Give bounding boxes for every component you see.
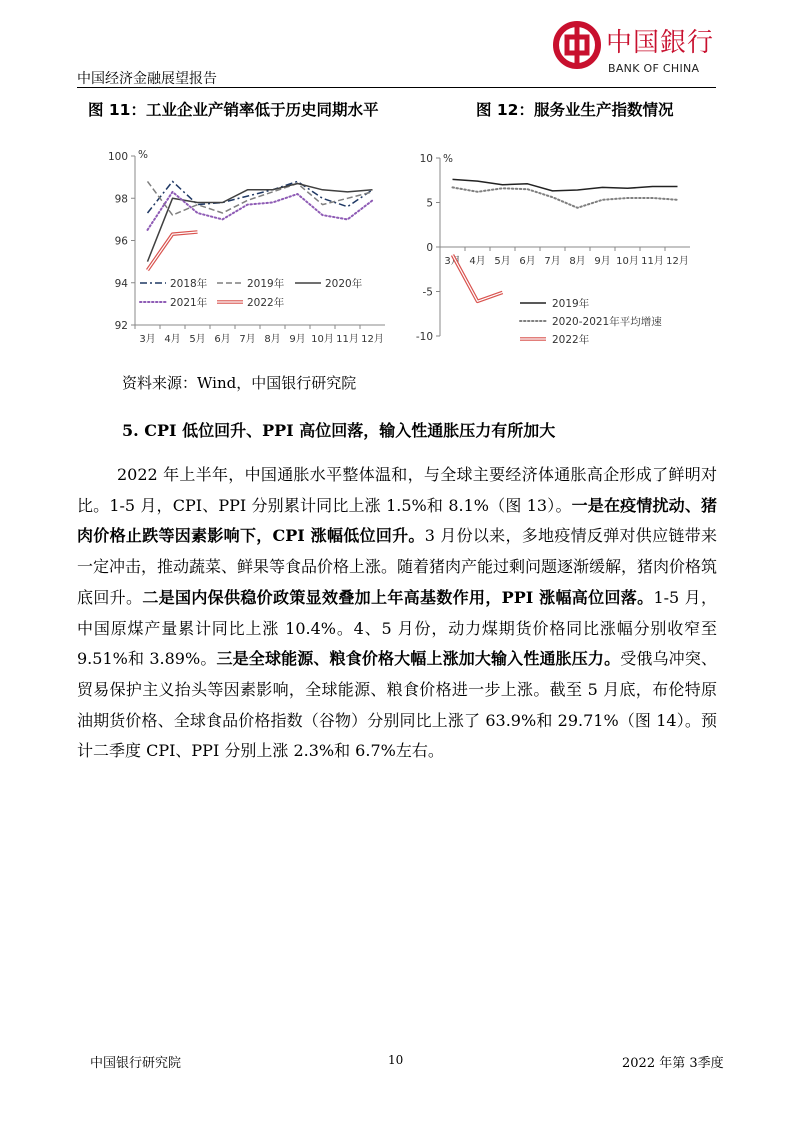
bank-logo bbox=[552, 18, 717, 78]
x-tick-label: 8月 bbox=[264, 334, 281, 345]
section-heading: 5. CPI 低位回升、PPI 高位回落，输入性通胀压力有所加大 bbox=[122, 421, 556, 440]
x-tick-label: 11月 bbox=[641, 256, 664, 267]
x-tick-label: 3月 bbox=[444, 256, 461, 267]
y-tick-label: 98 bbox=[114, 193, 128, 206]
x-tick-label: 9月 bbox=[289, 334, 306, 345]
x-tick-label: 4月 bbox=[469, 256, 486, 267]
x-tick-label: 3月 bbox=[139, 334, 156, 345]
series-line-2018年 bbox=[148, 181, 373, 213]
figure-11-chart bbox=[95, 140, 395, 355]
legend-label: 2019年 bbox=[552, 298, 590, 310]
series-line-2022年-inner bbox=[148, 232, 198, 270]
report-title: 中国经济金融展望报告 bbox=[77, 71, 217, 87]
x-tick-label: 9月 bbox=[594, 256, 611, 267]
bank-logo-icon bbox=[552, 20, 602, 70]
y-tick-label: 5 bbox=[426, 197, 433, 210]
x-tick-label: 6月 bbox=[519, 256, 536, 267]
x-tick-label: 7月 bbox=[239, 334, 256, 345]
para-key-point: 二是国内保供稳价政策显效叠加上年高基数作用，PPI 涨幅高位回落。 bbox=[142, 587, 654, 607]
para-segment: 1-5 月，中国原煤产量累计同比上涨 10.4%。4、5 月份，动力煤期货价格同比涨幅分别收窄至 9.51%和 3.89%。 bbox=[77, 587, 717, 669]
y-tick-label: 100 bbox=[107, 151, 128, 163]
y-tick-label: 96 bbox=[114, 235, 128, 248]
series-line-2020年 bbox=[148, 184, 373, 262]
x-tick-label: 11月 bbox=[336, 334, 359, 345]
header-divider bbox=[77, 87, 716, 88]
legend-label: 2020-2021年平均增速 bbox=[552, 316, 662, 328]
bank-logo-en: BANK OF CHINA bbox=[608, 62, 700, 75]
series-line-2022年 bbox=[148, 232, 198, 270]
para-segment: 2022 年上半年，中国通胀水平整体温和，与全球主要经济体通胀高企形成了鲜明对比。1-5 月，CPI、PPI 分别累计同比上涨 1.5%和 8.1%（图 13）。 bbox=[77, 465, 717, 515]
x-tick-label: 5月 bbox=[494, 256, 511, 267]
figure-11-caption: 图 11：工业企业产销率低于历史同期水平 bbox=[88, 101, 379, 119]
figure-12-chart bbox=[410, 140, 710, 355]
body-paragraph bbox=[77, 460, 717, 767]
y-tick-label: -10 bbox=[415, 331, 433, 343]
legend-label: 2019年 bbox=[247, 278, 285, 290]
y-tick-label: 94 bbox=[114, 277, 128, 290]
page-number: 10 bbox=[388, 1053, 404, 1067]
legend-label: 2022年 bbox=[552, 334, 590, 346]
legend-label: 2020年 bbox=[325, 278, 363, 290]
x-tick-label: 12月 bbox=[666, 256, 689, 267]
x-tick-label: 6月 bbox=[214, 334, 231, 345]
figure-12-caption: 图 12：服务业生产指数情况 bbox=[476, 101, 674, 119]
series-line-2019年 bbox=[453, 179, 678, 191]
legend-label: 2021年 bbox=[170, 297, 208, 309]
legend-label: 2018年 bbox=[170, 278, 208, 290]
y-tick-label: 0 bbox=[426, 242, 433, 254]
x-tick-label: 8月 bbox=[569, 256, 586, 267]
para-segment: 3 月份以来，多地疫情反弹对供应链带来一定冲击，推动蔬菜、鲜果等食品价格上涨。随着猪肉产能过剩问题逐渐缓解，猪肉价格筑底回升。 bbox=[77, 526, 718, 607]
para-key-point: 一是在疫情扰动、猪肉价格止跌等因素影响下，CPI 涨幅低位回升。 bbox=[77, 495, 717, 546]
x-tick-label: 5月 bbox=[189, 334, 206, 345]
footer-period: 2022 年第 3季度 bbox=[622, 1056, 724, 1071]
x-tick-label: 10月 bbox=[616, 256, 639, 267]
series-line-2021年 bbox=[148, 192, 373, 230]
para-segment: 受俄乌冲突、贸易保护主义抬头等因素影响，全球能源、粮食价格进一步上涨。截至 5 月底，布伦特原油期货价格、全球食品价格指数（谷物）分别同比上涨了 63.9%和 29.71%（图 14）。预计二季度 CPI、PPI 分别上涨 2.3%和 6.7%左右。 bbox=[77, 649, 717, 761]
bank-logo-cn: 中国銀行 bbox=[606, 28, 715, 58]
y-unit-label: % bbox=[138, 149, 148, 161]
y-tick-label: -5 bbox=[422, 286, 433, 299]
footer-org: 中国银行研究院 bbox=[90, 1056, 182, 1071]
y-unit-label: % bbox=[443, 153, 453, 165]
x-tick-label: 4月 bbox=[164, 334, 181, 345]
x-tick-label: 10月 bbox=[311, 334, 334, 345]
y-tick-label: 92 bbox=[114, 320, 128, 332]
x-tick-label: 7月 bbox=[544, 256, 561, 267]
y-tick-label: 10 bbox=[419, 153, 433, 165]
x-tick-label: 12月 bbox=[361, 334, 384, 345]
legend-label: 2022年 bbox=[247, 297, 285, 309]
para-key-point: 三是全球能源、粮食价格大幅上涨加大输入性通胀压力。 bbox=[216, 649, 621, 669]
source-note: 资料来源：Wind，中国银行研究院 bbox=[122, 374, 357, 392]
